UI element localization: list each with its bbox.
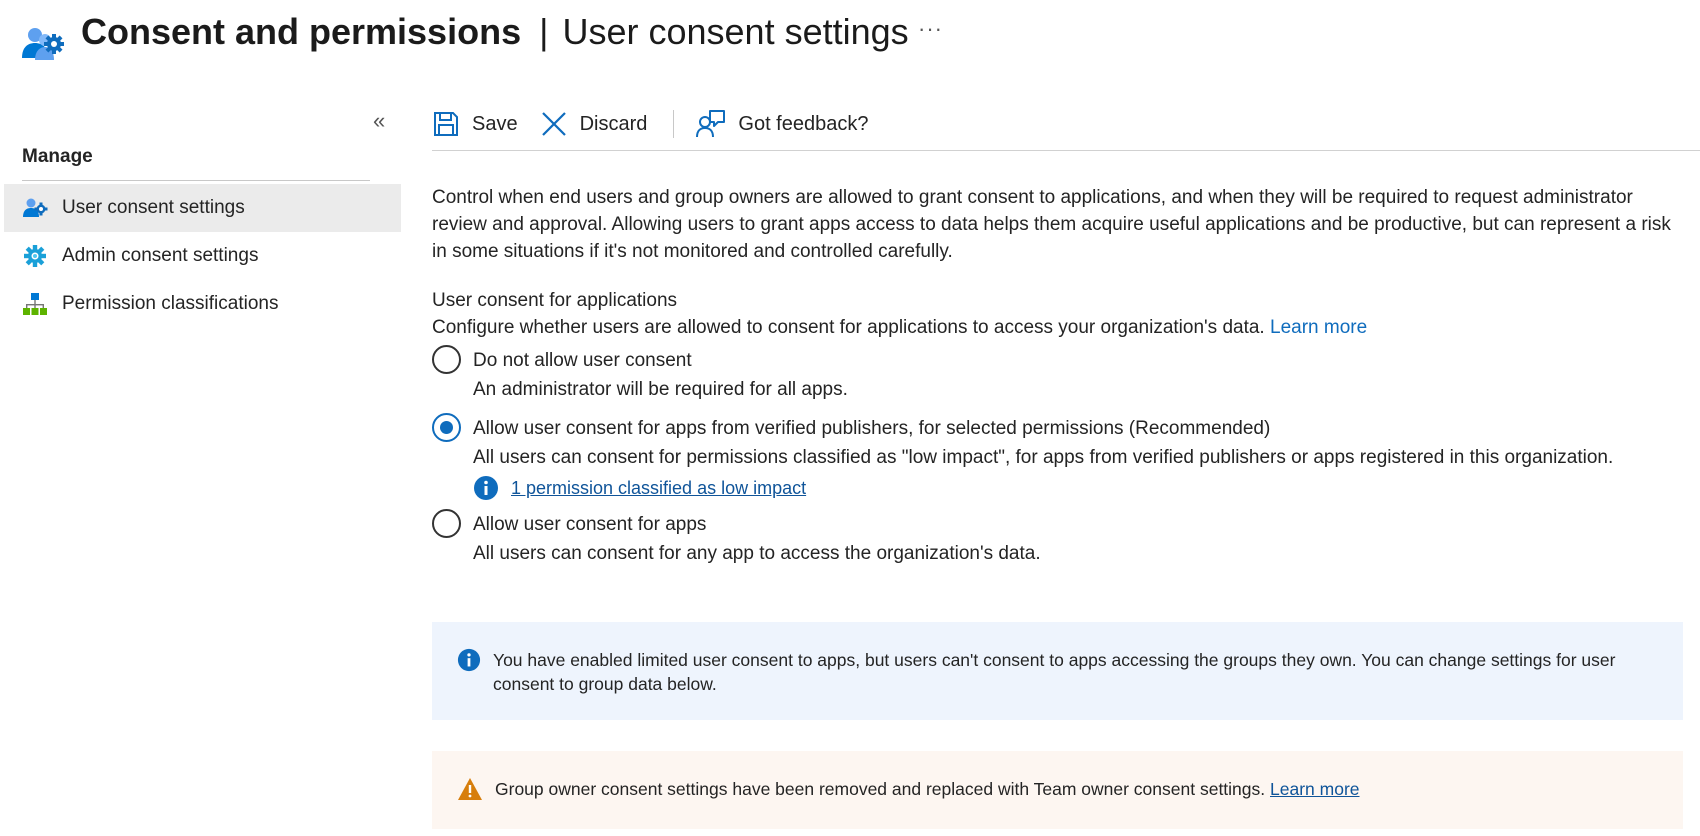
- save-icon: [432, 110, 460, 138]
- radio-label: Allow user consent for apps: [473, 514, 707, 535]
- radio-text: [473, 345, 848, 403]
- discard-button[interactable]: [540, 110, 648, 138]
- save-label: Save: [472, 112, 518, 135]
- learn-more-link[interactable]: Learn more: [1270, 317, 1368, 338]
- page-header: [0, 0, 1700, 80]
- sidebar-item-user-consent-settings[interactable]: [4, 184, 401, 232]
- page-title-main: Consent and permissions: [81, 11, 522, 52]
- info-icon: [457, 648, 481, 672]
- consent-option-none[interactable]: [432, 345, 1690, 403]
- sidebar-item-label: User consent settings: [62, 197, 245, 218]
- gear-icon: [22, 243, 48, 269]
- warning-banner: [432, 751, 1683, 829]
- close-icon: [540, 110, 568, 138]
- user-gear-icon: [22, 195, 48, 221]
- sidebar-section-label: Manage: [22, 146, 93, 167]
- sidebar-item-label: Admin consent settings: [62, 245, 259, 266]
- radio-sublabel: An administrator will be required for all apps.: [473, 379, 848, 400]
- radio-text: [473, 413, 1613, 501]
- warning-icon: [457, 777, 483, 801]
- page-title: [81, 8, 909, 56]
- radio-label: Do not allow user consent: [473, 350, 692, 371]
- title-separator: |: [539, 11, 549, 52]
- section-description-text: Configure whether users are allowed to consent for applications to access your organization's data.: [432, 317, 1265, 338]
- hierarchy-icon: [22, 291, 48, 317]
- discard-label: Discard: [579, 112, 648, 135]
- sidebar-item-permission-classifications[interactable]: [4, 280, 401, 328]
- sidebar-divider: [22, 180, 370, 181]
- radio-do-not-allow[interactable]: [432, 345, 461, 374]
- consent-option-all[interactable]: [432, 509, 1690, 567]
- feedback-icon: [696, 109, 726, 139]
- page-description: Control when end users and group owners are allowed to grant consent to applications, and when they will be required to request administrator review and approval. Allowing users to grant apps access to data helps them acquire useful applications and be productive, but can represent a risk in some situations if it's not monitored and controlled carefully.: [432, 187, 1671, 262]
- warning-banner-text: Group owner consent settings have been removed and replaced with Team owner consent settings.: [495, 779, 1266, 799]
- sidebar-item-admin-consent-settings[interactable]: [4, 232, 401, 280]
- page-title-sub: User consent settings: [562, 11, 909, 52]
- sidebar-nav: [4, 184, 401, 328]
- sidebar-item-label: Permission classifications: [62, 293, 279, 314]
- collapse-sidebar-button[interactable]: «: [373, 108, 386, 133]
- command-bar: [432, 104, 890, 144]
- permission-classification-link[interactable]: 1 permission classified as low impact: [511, 477, 807, 498]
- more-options-button[interactable]: ···: [918, 16, 943, 41]
- save-button[interactable]: [432, 110, 518, 138]
- toolbar-divider-line: [432, 150, 1700, 151]
- toolbar-divider: [673, 110, 674, 138]
- feedback-button[interactable]: [696, 109, 868, 139]
- section-description: [432, 314, 1690, 341]
- users-gear-icon: [20, 22, 64, 66]
- consent-option-verified[interactable]: [432, 413, 1690, 501]
- section-title: User consent for applications: [432, 290, 678, 311]
- feedback-label: Got feedback?: [738, 112, 869, 135]
- main-content: [432, 184, 1690, 567]
- permission-info-row: [473, 475, 1613, 501]
- radio-text: [473, 509, 1041, 567]
- warning-banner-content: [495, 777, 1360, 801]
- radio-allow-all[interactable]: [432, 509, 461, 538]
- info-banner: [432, 622, 1683, 720]
- radio-label: Allow user consent for apps from verified publishers, for selected permissions (Recommended): [473, 418, 1271, 439]
- warning-learn-more-link[interactable]: Learn more: [1270, 779, 1360, 799]
- info-banner-text: You have enabled limited user consent to apps, but users can't consent to apps accessing the groups they own. You can change settings for user consent to group data below.: [493, 650, 1616, 694]
- radio-verified-publishers[interactable]: [432, 413, 461, 442]
- radio-sublabel: All users can consent for permissions classified as "low impact", for apps from verified publishers or apps registered in this organization.: [473, 447, 1614, 468]
- radio-sublabel: All users can consent for any app to access the organization's data.: [473, 543, 1041, 564]
- info-icon: [473, 475, 499, 501]
